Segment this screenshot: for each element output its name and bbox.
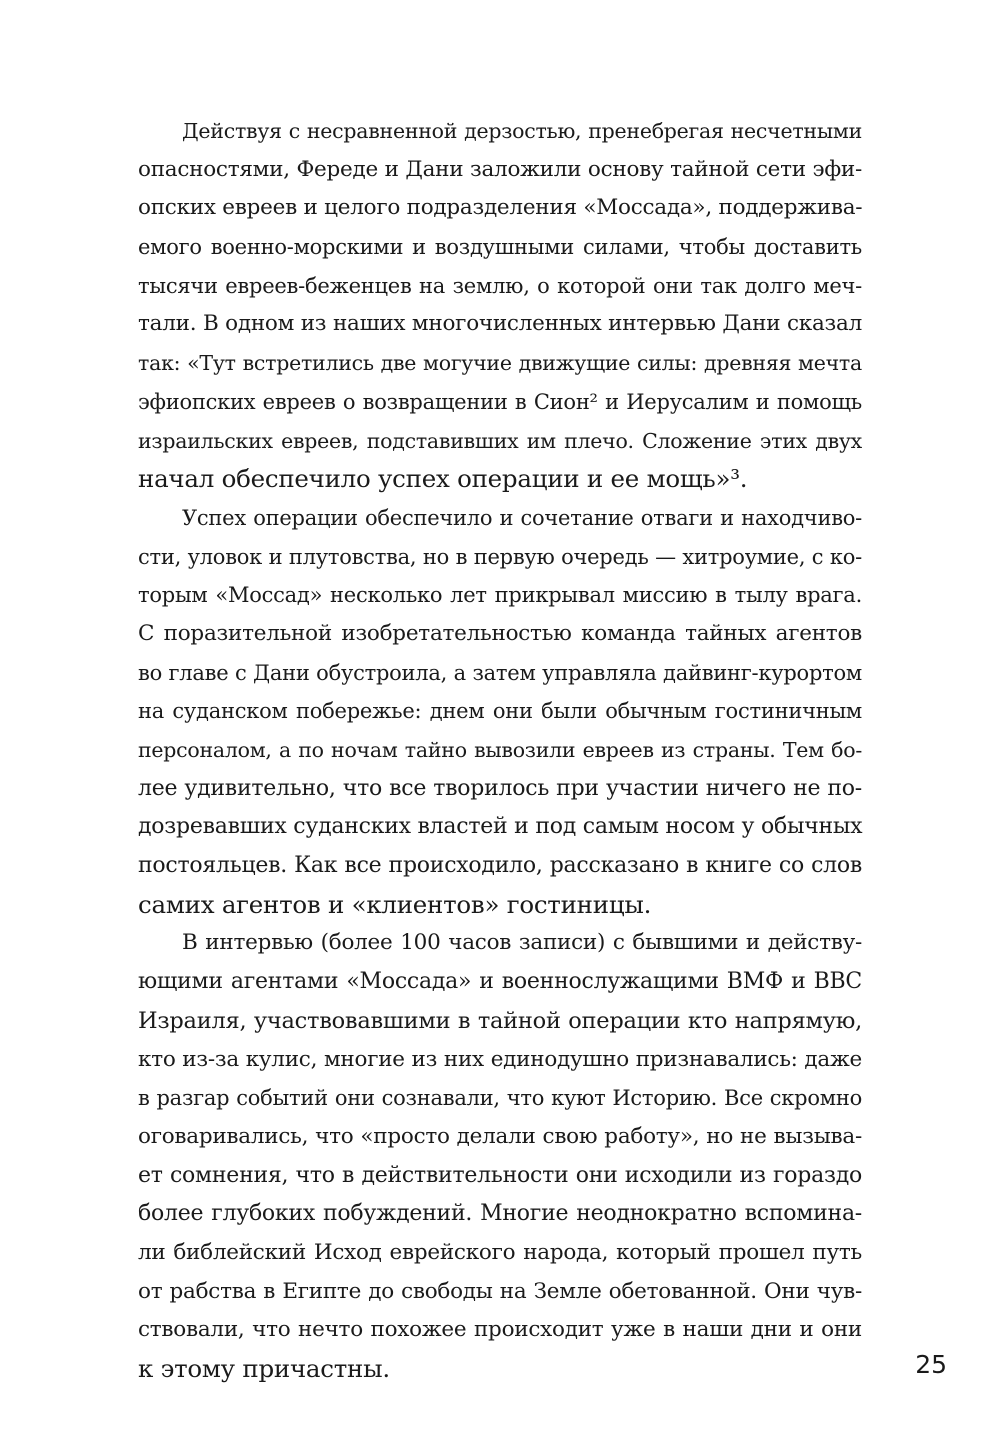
text-line: постояльцев. Как все происходило, рассказано в книге со слов <box>138 853 862 879</box>
text-line: емого военно-морскими и воздушными силами, чтобы доставить <box>138 235 862 260</box>
text-line: самих агентов и «клиентов» гостиницы. <box>138 889 652 919</box>
text-line: В интервью (более 100 часов записи) с бывшими и действу- <box>182 930 862 956</box>
text-line: в разгар событий они сознавали, что куют Историю. Все скромно <box>138 1086 862 1111</box>
text-line: сти, уловок и плутовства, но в первую очередь — хитроумие, с ко- <box>138 544 862 569</box>
text-line: дозревавших суданских властей и под самым носом у обычных <box>138 814 863 840</box>
text-line: тали. В одном из наших многочисленных интервью Дани сказал <box>138 311 862 337</box>
text-line: израильских евреев, подставивших им плечо. Сложение этих двух <box>138 428 862 453</box>
text-line: кто из-за кулис, многие из них единодушно признавались: даже <box>138 1046 862 1072</box>
text-line: так: «Тут встретились две могучие движущие силы: древняя мечта <box>138 351 862 376</box>
text-line: тысячи евреев-беженцев на землю, о которой они так долго меч- <box>138 273 862 298</box>
text-line: Действуя с несравненной дерзостью, пренебрегая несчетными <box>182 119 862 143</box>
text-line: Успех операции обеспечило и сочетание отваги и находчиво- <box>182 505 862 530</box>
paragraph-3 <box>138 924 862 1388</box>
text-line: опских евреев и целого подразделения «Моссада», поддержива- <box>138 195 863 221</box>
text-line: торым «Моссад» несколько лет прикрывал миссию в тылу врага. <box>138 583 862 608</box>
text-line: эфиопских евреев о возвращении в Сион² и Иерусалим и помощь <box>138 389 862 414</box>
text-line: опасностями, Фереде и Дани заложили основу тайной сети эфи- <box>138 156 862 182</box>
body-text <box>138 112 862 1389</box>
text-line: персоналом, а по ночам тайно вывозили евреев из страны. Тем бо- <box>138 738 862 762</box>
text-line: лее удивительно, что все творилось при участии ничего не по- <box>138 775 862 801</box>
text-line: ет сомнения, что в действительности они исходили из гораздо <box>138 1162 862 1188</box>
text-line: от рабства в Египте до свободы на Земле обетованной. Они чув- <box>138 1278 862 1304</box>
paragraph-2 <box>138 499 862 925</box>
text-line: оговаривались, что «просто делали свою работу», но не вызыва- <box>138 1123 862 1149</box>
text-line: во главе с Дани обустроила, а затем управляла дайвинг-курортом <box>138 660 862 685</box>
text-line: С поразительной изобретательностью команда тайных агентов <box>138 620 862 646</box>
text-line: на суданском побережье: днем они были обычным гостиничным <box>138 699 862 724</box>
paragraph-1 <box>138 112 862 499</box>
text-line: начал обеспечило успех операции и ее мощь»³. <box>138 464 748 494</box>
text-line: более глубоких побуждений. Многие неоднократно вспомина- <box>138 1201 862 1227</box>
text-line: к этому причастны. <box>138 1354 390 1383</box>
text-line: ствовали, что нечто похожее происходит уже в наши дни и они <box>138 1317 862 1343</box>
text-line: ющими агентами «Моссада» и военнослужащими ВМФ и ВВС <box>138 969 862 995</box>
page-number: 25 <box>915 1350 947 1379</box>
text-line: Израиля, участвовавшими в тайной операции кто напрямую, <box>138 1007 862 1034</box>
text-line: ли библейский Исход еврейского народа, который прошел путь <box>138 1239 862 1265</box>
